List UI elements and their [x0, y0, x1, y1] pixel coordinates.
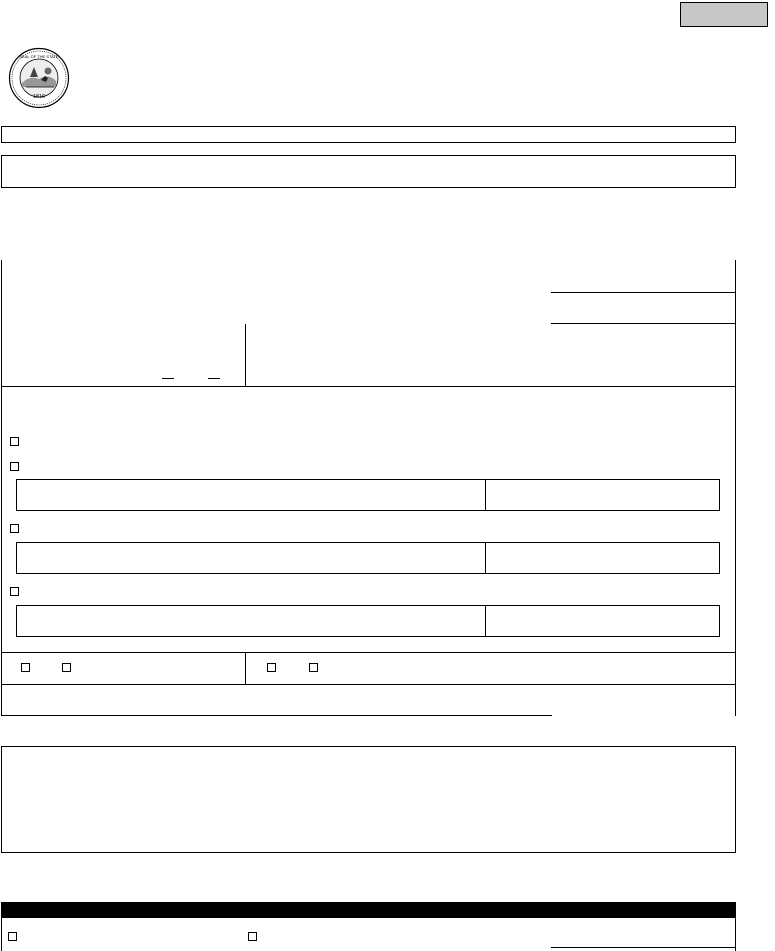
applicant-entry-line-1[interactable] [551, 292, 735, 293]
state-seal-icon [8, 47, 70, 109]
left-no-checkbox[interactable] [62, 663, 71, 672]
remarks-box[interactable] [1, 746, 736, 853]
yes-no-row-bottom-rule [1, 684, 736, 685]
office-use-choice-1-checkbox[interactable] [8, 932, 17, 941]
option-2-checkbox[interactable] [10, 462, 19, 471]
option-3-checkbox[interactable] [10, 524, 19, 533]
main-section-right-edge [735, 260, 736, 716]
yes-no-row-divider [245, 652, 246, 684]
svg-text:1816: 1816 [32, 94, 46, 100]
form-number-tab [680, 2, 768, 27]
date-separator-2 [208, 378, 220, 379]
option-1-checkbox[interactable] [10, 437, 19, 446]
office-use-choice-2-checkbox[interactable] [248, 932, 257, 941]
date-separator-1 [162, 378, 174, 379]
option-3-entry-field[interactable] [16, 542, 486, 574]
right-yes-checkbox[interactable] [267, 663, 276, 672]
option-4-checkbox[interactable] [10, 587, 19, 596]
option-4-side-field[interactable] [485, 605, 720, 637]
option-4-entry-field[interactable] [16, 605, 486, 637]
office-use-left-edge [1, 918, 2, 951]
option-2-entry-field[interactable] [16, 479, 486, 511]
office-use-entry-line[interactable] [551, 947, 735, 948]
main-section-left-edge [1, 260, 2, 716]
right-no-checkbox[interactable] [309, 663, 318, 672]
svg-text:SEAL OF THE STATE: SEAL OF THE STATE [19, 54, 59, 59]
applicant-entry-line-2[interactable] [551, 323, 735, 324]
applicant-block-bottom-rule [1, 386, 736, 387]
option-3-side-field[interactable] [485, 542, 720, 574]
instructions-box [1, 155, 736, 188]
applicant-block-divider [245, 324, 246, 386]
form-title-bar [1, 126, 736, 143]
office-use-right-edge [735, 918, 736, 951]
signature-line[interactable] [1, 715, 552, 716]
left-yes-checkbox[interactable] [21, 663, 30, 672]
option-2-side-field[interactable] [485, 479, 720, 511]
yes-no-row-top-rule [1, 652, 736, 653]
office-use-header-bar [1, 902, 736, 918]
